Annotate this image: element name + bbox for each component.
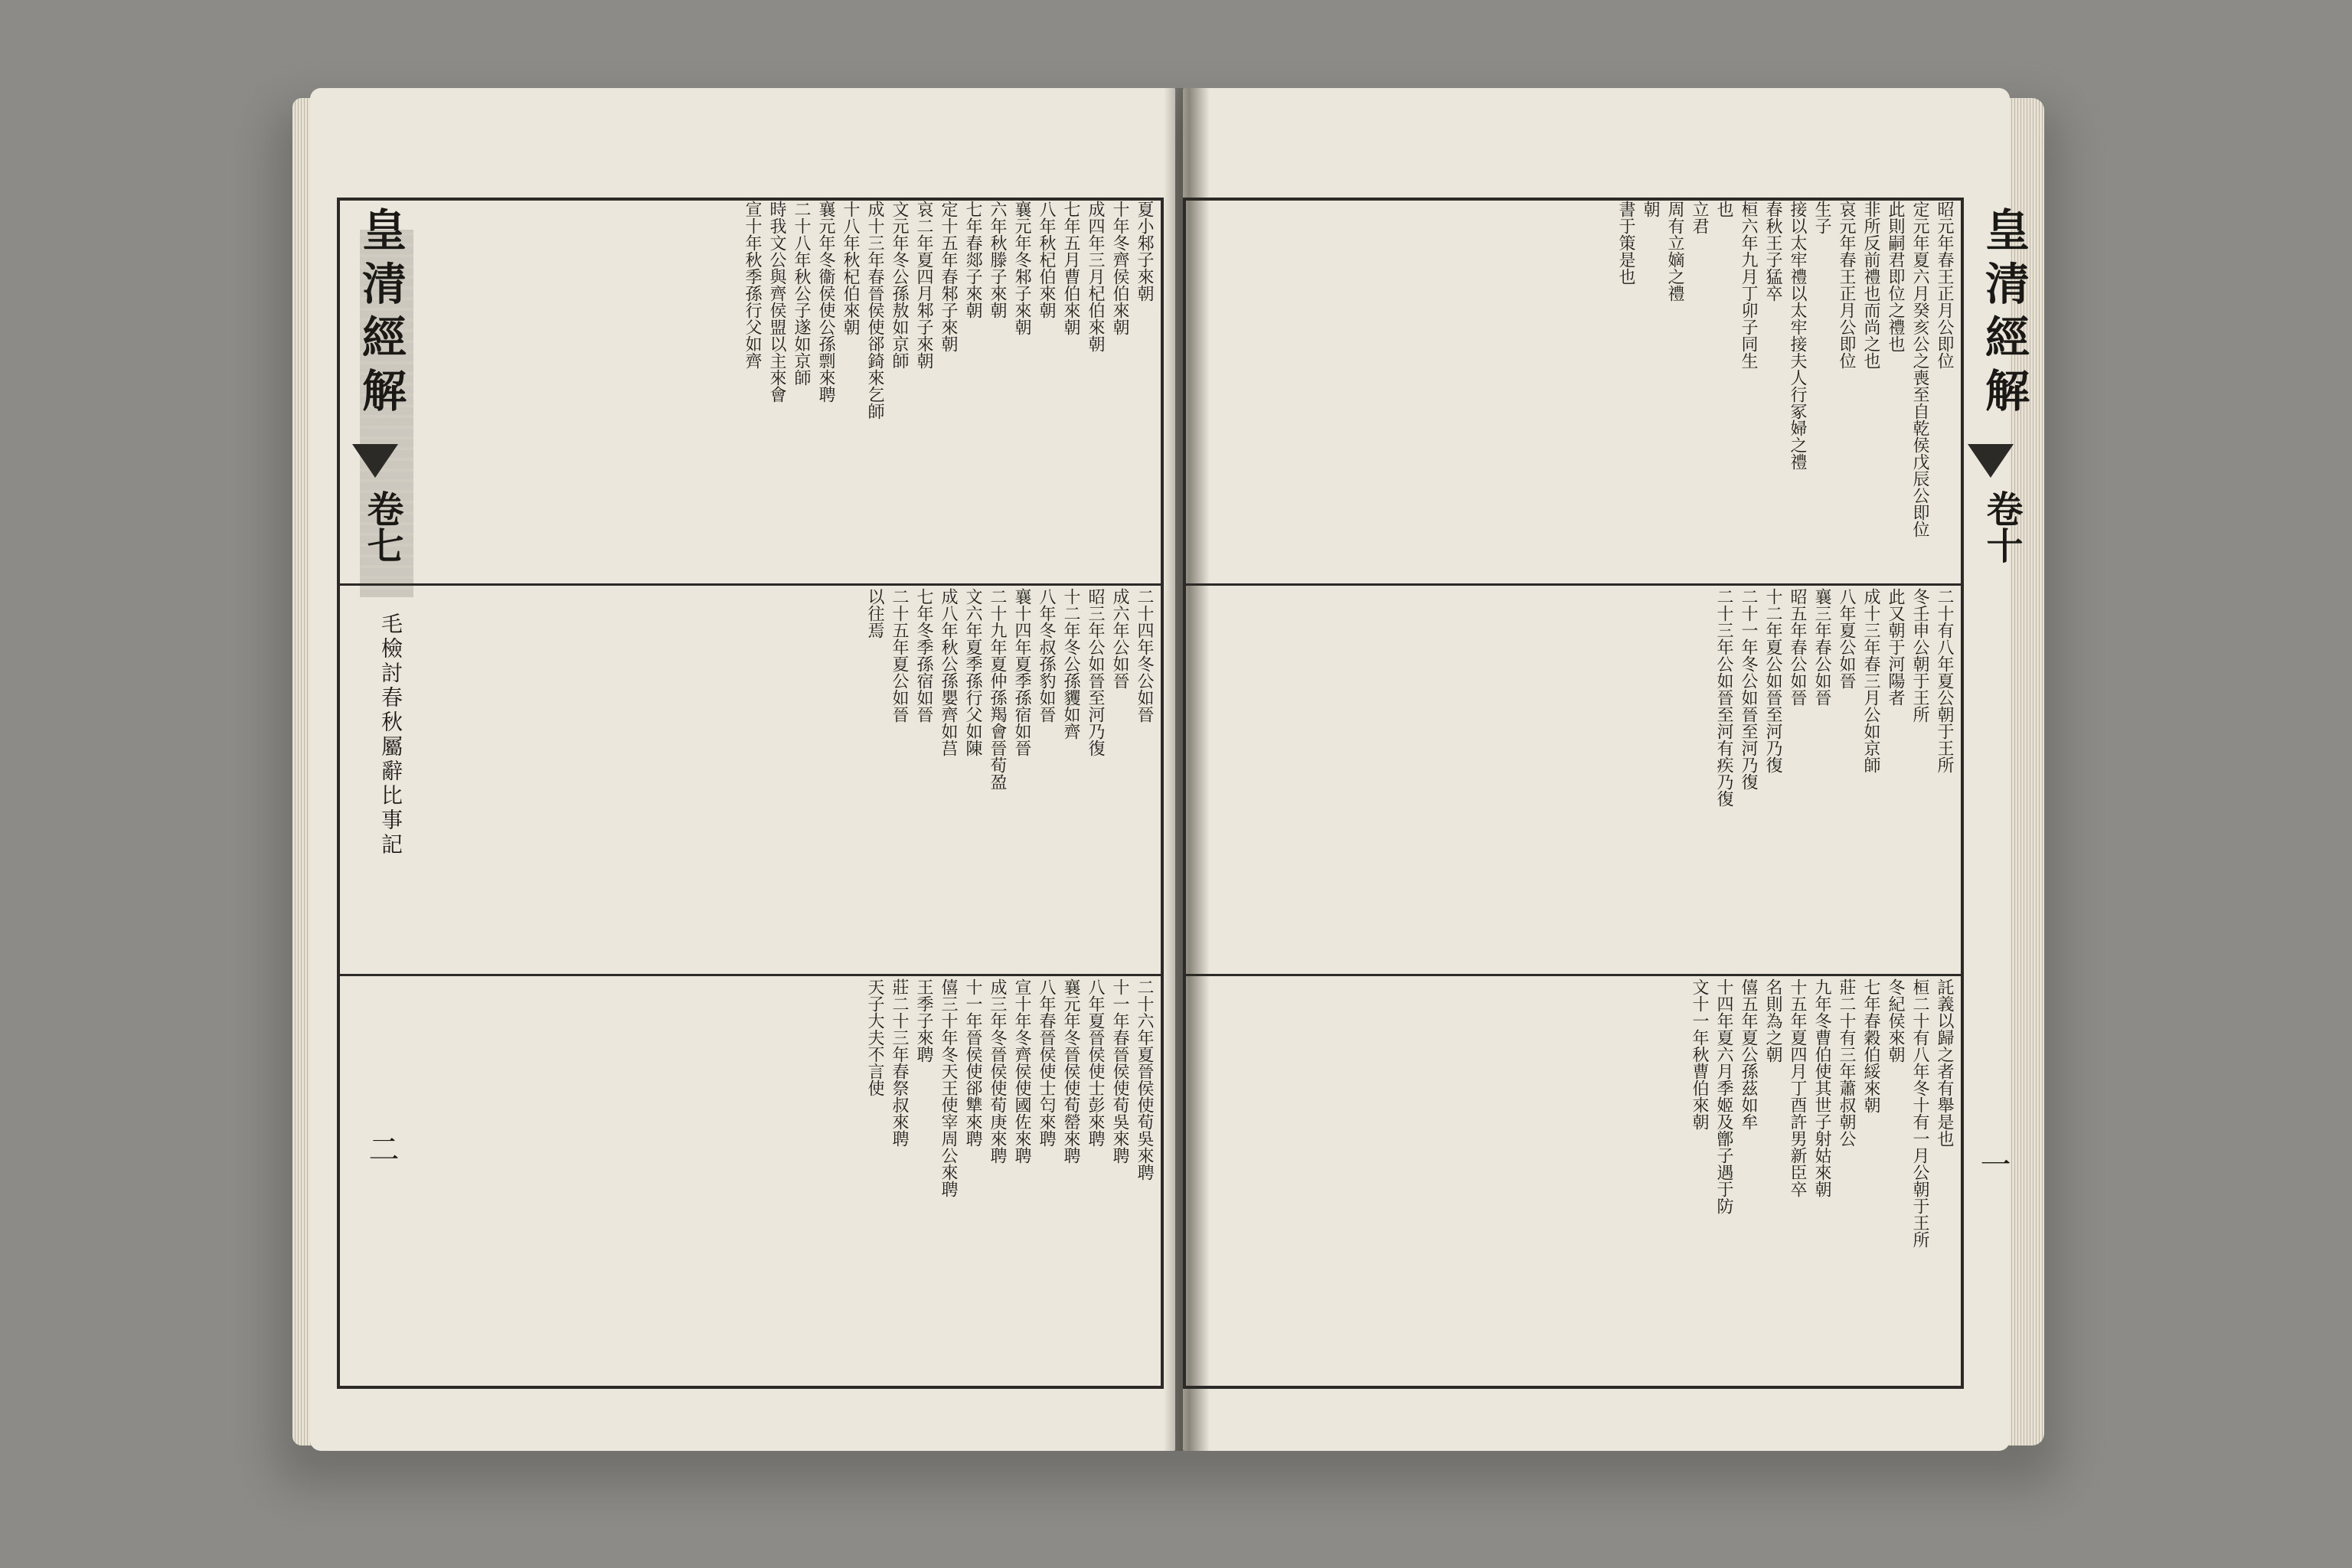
text-column: 宣十年秋季孫行父如齊 — [743, 201, 762, 369]
text-column: 成四年三月杞伯來朝 — [1086, 201, 1105, 352]
left-lower-text — [345, 978, 1156, 1384]
text-column: 二十八年秋公子遂如京師 — [792, 201, 811, 386]
text-column: 桓二十有八年冬十有一月公朝于王所 — [1910, 978, 1929, 1248]
text-column: 僖五年夏公孫茲如牟 — [1739, 978, 1758, 1130]
right-volume-label: 卷十 — [1980, 490, 2023, 564]
text-column: 成六年公如晉 — [1110, 588, 1129, 689]
text-column: 王季子來聘 — [914, 978, 933, 1063]
right-upper-band — [1186, 201, 1961, 583]
text-column: 成八年秋公孫嬰齊如莒 — [939, 588, 958, 756]
text-column: 八年夏公如晉 — [1837, 588, 1856, 689]
right-middle-text — [1191, 588, 1956, 971]
left-lower-band — [340, 978, 1161, 1384]
text-column: 二十一年冬公如晉至河乃復 — [1739, 588, 1758, 790]
text-column: 書于策是也 — [1616, 201, 1635, 285]
right-page-folio: 一 — [1975, 1148, 2011, 1179]
left-divider-lower — [340, 974, 1161, 976]
text-column: 此則嗣君即位之禮也 — [1886, 201, 1905, 352]
right-divider-lower — [1186, 974, 1961, 976]
text-column: 定元年夏六月癸亥公之喪至自乾侯戊辰公即位 — [1910, 201, 1929, 537]
text-column: 六年秋滕子來朝 — [988, 201, 1007, 318]
text-column: 冬壬申公朝于王所 — [1910, 588, 1929, 723]
left-middle-band — [340, 588, 1161, 971]
text-column: 七年冬季孫宿如晉 — [914, 588, 933, 723]
text-column: 春秋王子猛卒 — [1763, 201, 1782, 302]
text-column: 七年春郯子來朝 — [963, 201, 982, 318]
right-page-book-title: 皇清經解 — [1978, 207, 2030, 421]
text-column: 襄元年冬邾子來朝 — [1012, 201, 1031, 335]
text-column: 定十五年春邾子來朝 — [939, 201, 958, 352]
text-column: 哀二年夏四月邾子來朝 — [914, 201, 933, 369]
text-column: 也 — [1714, 201, 1733, 217]
text-column: 二十六年夏晉侯使荀吳來聘 — [1135, 978, 1154, 1181]
text-column: 此又朝于河陽者 — [1886, 588, 1905, 706]
right-middle-band — [1186, 588, 1961, 971]
right-lower-text — [1191, 978, 1956, 1384]
text-column: 接以太牢禮以太牢接夫人行冢婦之禮 — [1788, 201, 1807, 470]
text-column: 非所反前禮也而尚之也 — [1861, 201, 1880, 369]
text-column: 成十三年春晉侯使郤錡來乞師 — [865, 201, 884, 420]
text-column: 二十有八年夏公朝于王所 — [1935, 588, 1954, 773]
text-column: 襄三年春公如晉 — [1812, 588, 1831, 706]
text-column: 周有立嫡之禮 — [1665, 201, 1684, 302]
text-column: 十二年夏公如晉至河乃復 — [1763, 588, 1782, 773]
text-column: 文元年冬公孫敖如京師 — [890, 201, 909, 369]
text-column: 七年春穀伯綏來朝 — [1861, 978, 1880, 1113]
text-column: 朝 — [1641, 201, 1660, 217]
text-column: 桓六年九月丁卯子同生 — [1739, 201, 1758, 369]
text-column: 生子 — [1812, 201, 1831, 234]
text-column: 八年冬叔孫豹如晉 — [1037, 588, 1056, 723]
text-column: 襄元年冬衞侯使公孫剽來聘 — [816, 201, 835, 403]
text-column: 八年春晉侯使士匄來聘 — [1037, 978, 1056, 1147]
text-column: 昭元年春王正月公即位 — [1935, 201, 1954, 369]
text-column: 襄十四年夏季孫宿如晉 — [1012, 588, 1031, 756]
text-column: 文十一年秋曹伯來朝 — [1690, 978, 1709, 1130]
text-column: 立君 — [1690, 201, 1709, 234]
text-column: 冬紀侯來朝 — [1886, 978, 1905, 1063]
left-page-folio: 二 — [364, 1133, 399, 1164]
left-volume-label: 卷七 — [361, 490, 403, 564]
text-column: 二十五年夏公如晉 — [890, 588, 909, 723]
text-column: 十年冬齊侯伯來朝 — [1110, 201, 1129, 335]
text-column: 二十九年夏仲孫羯會晉荀盈 — [988, 588, 1007, 790]
left-middle-text — [345, 588, 1156, 971]
text-column: 託義以歸之者有舉是也 — [1935, 978, 1954, 1147]
text-column: 成三年冬晉侯使荀庚來聘 — [988, 978, 1007, 1164]
left-upper-text — [345, 201, 1156, 583]
text-column: 襄元年冬晉侯使荀罃來聘 — [1061, 978, 1080, 1164]
left-divider-upper — [340, 583, 1161, 586]
text-column: 昭三年公如晉至河乃復 — [1086, 588, 1105, 756]
text-column: 八年夏晉侯使士彭來聘 — [1086, 978, 1105, 1147]
text-column: 九年冬曹伯使其世子射姑來朝 — [1812, 978, 1831, 1197]
text-column: 時我文公與齊侯盟以主來會 — [767, 201, 786, 403]
text-column: 名則為之朝 — [1763, 978, 1782, 1063]
text-column: 以往焉 — [865, 588, 884, 639]
text-column: 七年五月曹伯來朝 — [1061, 201, 1080, 335]
left-page-frame — [337, 198, 1164, 1389]
text-column: 二十四年冬公如晉 — [1135, 588, 1154, 723]
text-column: 十四年夏六月季姬及鄫子遇于防 — [1714, 978, 1733, 1214]
text-column: 夏小邾子來朝 — [1135, 201, 1154, 302]
right-page-frame — [1183, 198, 1964, 1389]
text-column: 八年秋杞伯來朝 — [1037, 201, 1056, 318]
text-column: 哀元年春王正月公即位 — [1837, 201, 1856, 369]
text-column: 十五年夏四月丁酉許男新臣卒 — [1788, 978, 1807, 1197]
right-divider-upper — [1186, 583, 1961, 586]
text-column: 昭五年春公如晉 — [1788, 588, 1807, 706]
text-column: 文六年夏季孫行父如陳 — [963, 588, 982, 756]
text-column: 十一年晉侯使郤犨來聘 — [963, 978, 982, 1147]
left-page-book-title: 皇清經解 — [354, 207, 407, 421]
text-column: 十八年秋杞伯來朝 — [841, 201, 860, 335]
text-column: 成十三年春三月公如京師 — [1861, 588, 1880, 773]
text-column: 十二年冬公孫貜如齊 — [1061, 588, 1080, 740]
text-column: 十一年春晉侯使荀吳來聘 — [1110, 978, 1129, 1164]
text-column: 莊二十三年春祭叔來聘 — [890, 978, 909, 1147]
text-column: 莊二十有三年蕭叔朝公 — [1837, 978, 1856, 1147]
right-upper-text — [1191, 201, 1956, 583]
text-column: 二十三年公如晉至河有疾乃復 — [1714, 588, 1733, 807]
left-page-subtitle: 毛檢討春秋屬辭比事記 — [378, 612, 403, 858]
text-column: 天子大夫不言使 — [865, 978, 884, 1096]
right-lower-band — [1186, 978, 1961, 1384]
left-upper-band — [340, 201, 1161, 583]
text-column: 僖三十年冬天王使宰周公來聘 — [939, 978, 958, 1197]
text-column: 宣十年冬齊侯使國佐來聘 — [1012, 978, 1031, 1164]
